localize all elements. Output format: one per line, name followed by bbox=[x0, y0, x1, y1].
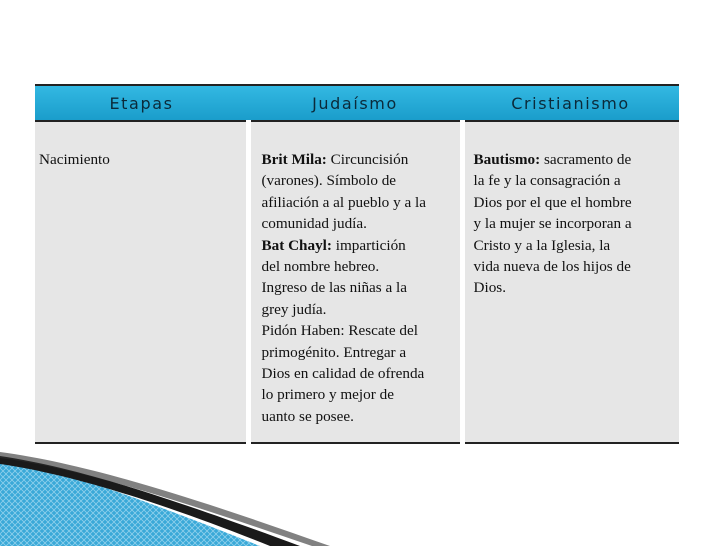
comparison-table-wrapper bbox=[35, 84, 679, 444]
judaismo-line bbox=[262, 320, 456, 341]
cristianismo-text: Dios. bbox=[473, 279, 506, 297]
cristianismo-line bbox=[474, 213, 676, 234]
cell-etapa bbox=[35, 121, 248, 443]
judaismo-text: del nombre hebreo. bbox=[261, 258, 380, 276]
header-cristianismo: Cristianismo bbox=[462, 85, 679, 121]
judaismo-text: lo primero y mejor de bbox=[261, 386, 394, 404]
decorative-swoosh bbox=[0, 450, 728, 546]
header-etapas: Etapas bbox=[35, 85, 248, 121]
cristianismo-line bbox=[474, 235, 676, 256]
cristianismo-text: vida nueva de los hijos de bbox=[473, 258, 631, 276]
cell-judaismo bbox=[248, 121, 462, 443]
judaismo-line bbox=[262, 299, 456, 320]
cristianismo-text: y la mujer se incorporan a bbox=[473, 215, 632, 233]
judaismo-text: Pidón Haben: Rescate del bbox=[261, 322, 418, 340]
etapa-text: Nacimiento bbox=[39, 151, 110, 168]
cristianismo-text: Cristo y a la Iglesia, la bbox=[473, 236, 611, 254]
judaismo-line bbox=[262, 256, 456, 277]
judaismo-bold-term: Bat Chayl: bbox=[261, 236, 332, 254]
judaismo-line bbox=[262, 213, 456, 234]
judaismo-text: grey judía. bbox=[261, 300, 327, 318]
judaismo-line bbox=[262, 384, 456, 405]
judaismo-line bbox=[262, 406, 456, 427]
judaismo-text: comunidad judía. bbox=[261, 215, 367, 233]
judaismo-bold-term: Brit Mila: bbox=[261, 151, 327, 168]
swoosh-blue-band bbox=[0, 458, 260, 546]
judaismo-text: Ingreso de las niñas a la bbox=[261, 279, 407, 297]
cristianismo-line bbox=[474, 277, 676, 298]
judaismo-text: (varones). Símbolo de bbox=[261, 172, 397, 190]
cristianismo-line bbox=[474, 149, 676, 170]
cell-cristianismo bbox=[462, 121, 679, 443]
judaismo-line bbox=[262, 277, 456, 298]
header-judaismo: Judaísmo bbox=[248, 85, 462, 121]
judaismo-line bbox=[262, 170, 456, 191]
judaismo-text: uanto se posee. bbox=[261, 407, 354, 425]
cristianismo-text: sacramento de bbox=[540, 151, 632, 168]
judaismo-line bbox=[262, 149, 456, 170]
judaismo-text: impartición bbox=[331, 236, 406, 254]
judaismo-text: Dios en calidad de ofrenda bbox=[261, 365, 425, 383]
header-row bbox=[35, 85, 679, 121]
judaismo-line bbox=[262, 342, 456, 363]
judaismo-line bbox=[262, 235, 456, 256]
judaismo-text: afiliación a al pueblo y a la bbox=[261, 193, 426, 211]
cristianismo-line bbox=[474, 170, 676, 191]
cristianismo-bold-term: Bautismo: bbox=[473, 151, 541, 168]
cristianismo-text: Dios por el que el hombre bbox=[473, 193, 632, 211]
judaismo-line bbox=[262, 192, 456, 213]
comparison-table bbox=[35, 84, 679, 444]
table-row bbox=[35, 121, 679, 443]
judaismo-text: primogénito. Entregar a bbox=[261, 343, 407, 361]
judaismo-line bbox=[262, 363, 456, 384]
cristianismo-text: la fe y la consagración a bbox=[473, 172, 621, 190]
cristianismo-line bbox=[474, 256, 676, 277]
judaismo-text: Circuncisión bbox=[326, 151, 409, 168]
cristianismo-line bbox=[474, 192, 676, 213]
